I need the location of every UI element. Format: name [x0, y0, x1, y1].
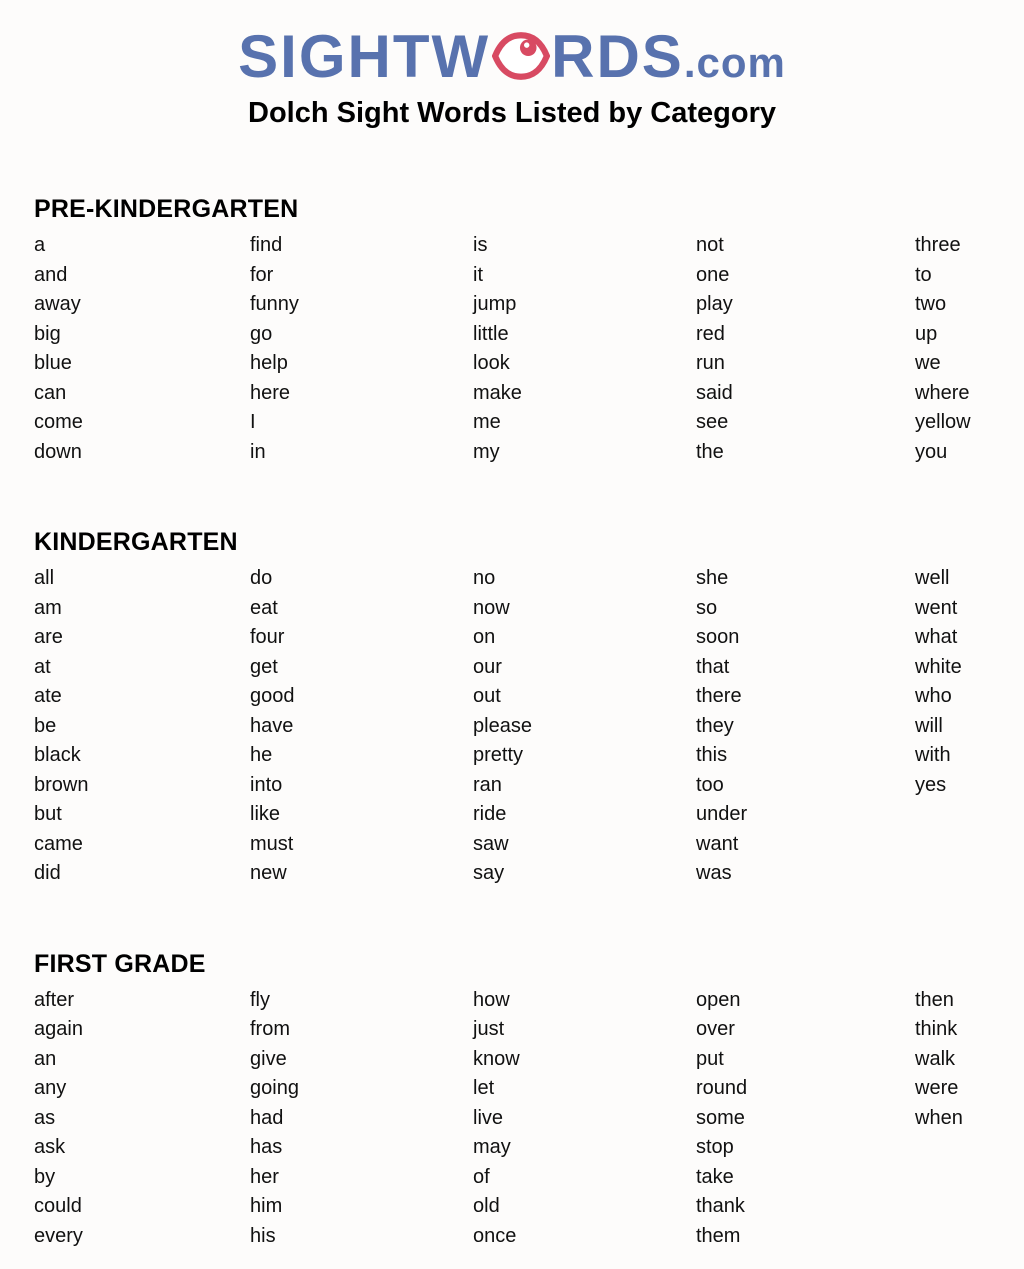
word: thank — [696, 1195, 745, 1217]
word: too — [696, 773, 724, 796]
word: his — [250, 1224, 276, 1247]
word: black — [34, 744, 81, 766]
word: who — [915, 685, 952, 707]
word-grid — [34, 231, 1014, 467]
word-column — [250, 231, 473, 467]
word: not — [696, 234, 724, 256]
word-column — [915, 564, 1014, 889]
word: play — [696, 293, 733, 315]
word: open — [696, 988, 741, 1011]
word: make — [473, 381, 522, 404]
word: he — [250, 744, 273, 766]
word-list — [34, 194, 1014, 1251]
word-column — [473, 231, 696, 467]
word: well — [915, 567, 950, 589]
section-first-grade — [34, 949, 1014, 1252]
word: could — [34, 1195, 82, 1217]
word: pretty — [473, 744, 524, 766]
word: this — [696, 744, 728, 766]
word: down — [34, 440, 82, 463]
word: some — [696, 1106, 745, 1129]
word: my — [473, 440, 500, 463]
section-heading: PRE-KINDERGARTEN — [34, 195, 299, 223]
word: were — [915, 1077, 959, 1099]
word: away — [34, 293, 81, 315]
word: like — [250, 803, 281, 825]
word-column — [696, 231, 915, 467]
header — [0, 0, 1024, 128]
section-heading: FIRST GRADE — [34, 949, 206, 978]
logo-suffix: .com — [683, 39, 786, 86]
word: stop — [696, 1136, 734, 1158]
word: put — [696, 1047, 724, 1070]
word: you — [915, 440, 948, 463]
word: get — [250, 655, 278, 678]
word: round — [696, 1077, 748, 1099]
word-column — [696, 564, 915, 889]
word: three — [915, 234, 961, 256]
word: with — [915, 744, 951, 766]
word: when — [915, 1106, 963, 1129]
word: the — [696, 440, 724, 463]
word: as — [34, 1106, 56, 1129]
word-column — [915, 231, 1014, 467]
section-pre-kindergarten — [34, 194, 1014, 467]
word: and — [34, 263, 68, 286]
section-kindergarten — [34, 527, 1014, 889]
word: from — [250, 1018, 290, 1040]
word: ran — [473, 773, 502, 796]
logo-text-sightw: SIGHTW — [238, 23, 491, 90]
word-grid — [34, 986, 1014, 1252]
word: of — [473, 1165, 490, 1188]
word: it — [473, 263, 483, 286]
word: have — [250, 714, 294, 737]
word: be — [34, 714, 57, 737]
word: jump — [473, 293, 517, 315]
word: two — [915, 293, 947, 315]
word: to — [915, 263, 932, 286]
word: here — [250, 381, 291, 404]
word: was — [696, 862, 732, 884]
word: for — [250, 263, 274, 286]
word: blue — [34, 352, 72, 374]
word: out — [473, 685, 501, 707]
word: saw — [473, 832, 509, 855]
word: again — [34, 1018, 83, 1040]
word: every — [34, 1224, 83, 1247]
word: eat — [250, 596, 278, 619]
word: let — [473, 1077, 495, 1099]
word: big — [34, 322, 61, 345]
word: all — [34, 567, 55, 589]
word: she — [696, 567, 729, 589]
word: good — [250, 685, 295, 707]
word: new — [250, 862, 287, 884]
word: said — [696, 381, 733, 404]
word-column — [473, 986, 696, 1252]
word: white — [915, 655, 962, 678]
word-column — [250, 564, 473, 889]
word: see — [696, 411, 729, 433]
word: find — [250, 234, 283, 256]
word: there — [696, 685, 742, 707]
word: am — [34, 596, 62, 619]
word: me — [473, 411, 501, 433]
word: our — [473, 655, 502, 678]
word: four — [250, 626, 285, 648]
word: please — [473, 714, 532, 737]
word-column — [34, 564, 250, 889]
word: him — [250, 1195, 283, 1217]
word: old — [473, 1195, 500, 1217]
word: up — [915, 322, 938, 345]
logo-text-rds: RDS — [551, 23, 684, 90]
word: run — [696, 352, 725, 374]
sightwords-logo — [0, 24, 1024, 90]
word: must — [250, 832, 294, 855]
word-column — [34, 231, 250, 467]
word: take — [696, 1165, 734, 1188]
word-column — [250, 986, 473, 1252]
word: going — [250, 1077, 299, 1099]
word: help — [250, 352, 288, 374]
word-column — [915, 986, 1014, 1252]
word: once — [473, 1224, 517, 1247]
word: ride — [473, 803, 507, 825]
word: after — [34, 988, 75, 1011]
word: fly — [250, 988, 270, 1011]
word: they — [696, 714, 734, 737]
word-column — [473, 564, 696, 889]
word-column — [696, 986, 915, 1252]
word: under — [696, 803, 748, 825]
word-grid — [34, 564, 1014, 889]
word: are — [34, 626, 63, 648]
word: we — [915, 352, 941, 374]
word: an — [34, 1047, 57, 1070]
word-column — [34, 986, 250, 1252]
word: is — [473, 234, 488, 256]
eye-icon — [492, 32, 550, 80]
word: them — [696, 1224, 741, 1247]
word: I — [250, 411, 256, 433]
word: walk — [915, 1047, 956, 1070]
word: came — [34, 832, 83, 855]
word: ask — [34, 1136, 66, 1158]
word: yes — [915, 773, 947, 796]
word: come — [34, 411, 83, 433]
word: go — [250, 322, 273, 345]
word: do — [250, 567, 273, 589]
word: ate — [34, 685, 62, 707]
word: then — [915, 988, 954, 1011]
word: into — [250, 773, 283, 796]
word: had — [250, 1106, 284, 1129]
word: over — [696, 1018, 735, 1040]
word: want — [696, 832, 739, 855]
word: so — [696, 596, 718, 619]
word: just — [473, 1018, 505, 1040]
word: soon — [696, 626, 740, 648]
section-heading: KINDERGARTEN — [34, 528, 238, 556]
word: give — [250, 1047, 287, 1070]
word: her — [250, 1165, 279, 1188]
word: say — [473, 862, 505, 884]
word: that — [696, 655, 730, 678]
word: but — [34, 803, 62, 825]
word: what — [915, 626, 958, 648]
word: no — [473, 567, 496, 589]
word: how — [473, 988, 510, 1011]
word: did — [34, 862, 61, 884]
word: where — [915, 381, 970, 404]
word: in — [250, 440, 266, 463]
word: any — [34, 1077, 67, 1099]
word: think — [915, 1018, 958, 1040]
word: at — [34, 655, 51, 678]
page-title: Dolch Sight Words Listed by Category — [248, 97, 776, 129]
word: funny — [250, 293, 299, 315]
word: yellow — [915, 411, 971, 433]
word: has — [250, 1136, 283, 1158]
word: will — [915, 714, 943, 737]
word: may — [473, 1136, 511, 1158]
word: know — [473, 1047, 520, 1070]
word: look — [473, 352, 510, 374]
word: red — [696, 322, 725, 345]
word: brown — [34, 773, 89, 796]
word: now — [473, 596, 510, 619]
word: by — [34, 1165, 56, 1188]
word: one — [696, 263, 730, 286]
word: a — [34, 234, 46, 256]
word: went — [915, 596, 958, 619]
word: can — [34, 381, 67, 404]
word: live — [473, 1106, 504, 1129]
word: little — [473, 322, 509, 345]
word: on — [473, 626, 496, 648]
